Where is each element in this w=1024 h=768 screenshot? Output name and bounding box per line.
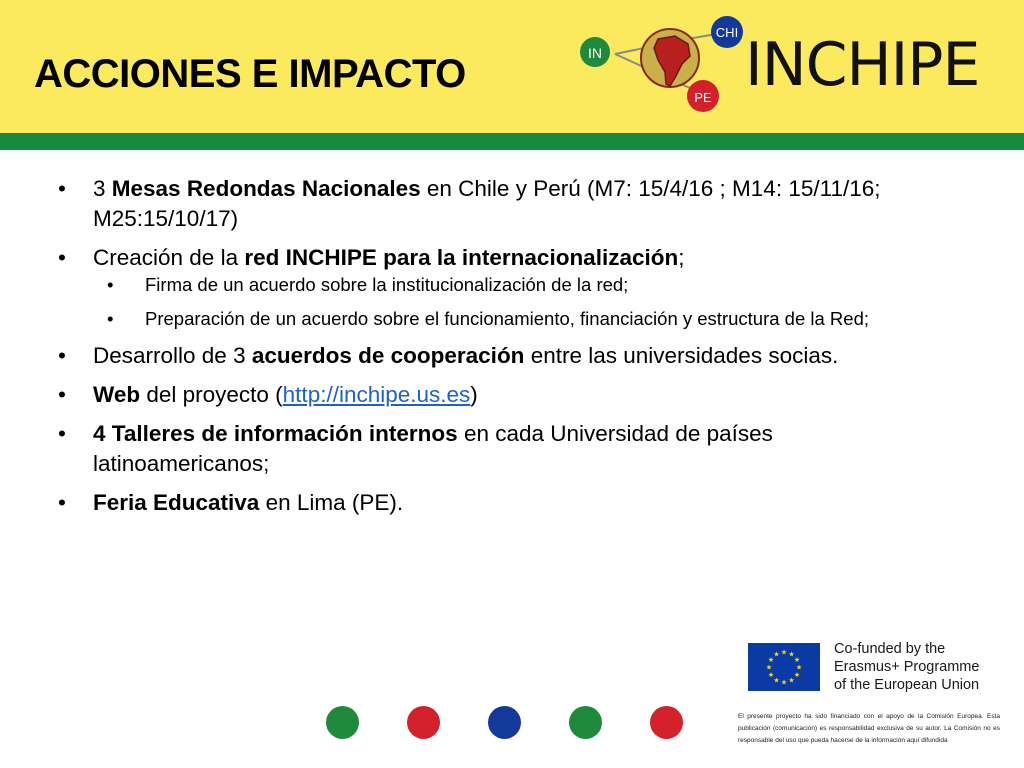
eu-line-3: of the European Union bbox=[834, 677, 980, 693]
eu-flag-icon bbox=[748, 643, 820, 691]
bullet-bold-text: 4 Talleres de información internos bbox=[93, 421, 458, 446]
bullet-list bbox=[58, 174, 938, 527]
bullet-item bbox=[58, 488, 938, 518]
bullet-item bbox=[58, 419, 938, 479]
eu-line-2: Erasmus+ Programme bbox=[834, 659, 980, 675]
bullet-dot: • bbox=[58, 490, 66, 515]
eu-disclaimer: El presente proyecto ha sido financiado con el apoyo de la Comisión Europea. Esta publicación (comunicación) es responsabilidad exclusiva de su autor. La Comisión no es responsable del uso que pueda hacerse de la información aquí difundida bbox=[738, 713, 1000, 744]
bullet-dot: • bbox=[58, 245, 66, 270]
bullet-bold-text: Feria Educativa bbox=[93, 490, 260, 515]
sub-bullet-item bbox=[58, 272, 938, 298]
sub-bullet-list bbox=[93, 272, 938, 332]
eu-star-icon: ★ bbox=[773, 651, 780, 659]
logo-node-chi-label: CHI bbox=[715, 25, 739, 40]
bullet-dot: • bbox=[58, 176, 66, 201]
bullet-text: en cada Universidad de países latinoamericanos; bbox=[93, 421, 773, 476]
bullet-text: entre las universidades socias. bbox=[524, 343, 839, 368]
eu-star-icon: ★ bbox=[788, 651, 795, 659]
bullet-text: ; bbox=[678, 245, 685, 270]
bullet-text: en Lima (PE). bbox=[259, 490, 404, 515]
decor-circle bbox=[407, 706, 440, 739]
logo-node-pe-label: PE bbox=[694, 90, 712, 105]
bullet-item bbox=[58, 243, 938, 332]
eu-star-icon: ★ bbox=[767, 657, 775, 664]
bullet-item bbox=[58, 341, 938, 371]
logo-node-in-label: IN bbox=[588, 45, 602, 61]
eu-star-icon: ★ bbox=[773, 677, 780, 685]
eu-star-icon: ★ bbox=[793, 672, 801, 679]
bullet-bold-text: Mesas Redondas Nacionales bbox=[111, 176, 421, 201]
eu-star-icon: ★ bbox=[788, 677, 795, 685]
bullet-bold-text: Web bbox=[93, 382, 141, 407]
eu-star-icon: ★ bbox=[795, 664, 803, 672]
eu-star-icon: ★ bbox=[793, 657, 801, 664]
page-title: ACCIONES E IMPACTO bbox=[34, 52, 466, 96]
sub-bullet-dot: • bbox=[107, 308, 114, 329]
decor-circle bbox=[650, 706, 683, 739]
eu-star-icon: ★ bbox=[765, 664, 773, 672]
bullet-bold-text: red INCHIPE para la internacionalización bbox=[244, 245, 679, 270]
logo-wordmark: INCHIPE bbox=[745, 30, 980, 100]
sub-bullet-dot: • bbox=[107, 274, 114, 295]
bullet-dot: • bbox=[58, 421, 66, 446]
sub-bullet-text: Preparación de un acuerdo sobre el funcionamiento, financiación y estructura de la Red; bbox=[145, 308, 869, 329]
bullet-text: del proyecto ( bbox=[140, 382, 283, 407]
bullet-item bbox=[58, 380, 938, 410]
bullet-text: Desarrollo de 3 bbox=[93, 343, 252, 368]
sub-bullet-text: Firma de un acuerdo sobre la institucionalización de la red; bbox=[145, 274, 629, 295]
decor-circle bbox=[326, 706, 359, 739]
bullet-text: 3 bbox=[93, 176, 112, 201]
bullet-dot: • bbox=[58, 343, 66, 368]
bullet-item bbox=[58, 174, 938, 234]
decorative-circles bbox=[326, 706, 686, 740]
decor-circle bbox=[488, 706, 521, 739]
bullet-text: Creación de la bbox=[93, 245, 245, 270]
eu-star-icon: ★ bbox=[767, 672, 775, 679]
eu-star-icon: ★ bbox=[780, 649, 788, 657]
eu-cofunded-text bbox=[834, 640, 979, 694]
sub-bullet-item bbox=[58, 306, 938, 332]
bullet-text: en Chile y Perú (M7: 15/4/16 ; M14: 15/11/16; M25:15/10/17) bbox=[93, 176, 881, 231]
eu-star-icon: ★ bbox=[780, 679, 788, 687]
bullet-text: ) bbox=[470, 382, 478, 407]
eu-line-1: Co-funded by the bbox=[834, 641, 946, 657]
decor-circle bbox=[569, 706, 602, 739]
project-web-link[interactable]: http://inchipe.us.es bbox=[282, 382, 471, 407]
header-green-band bbox=[0, 133, 1024, 150]
bullet-dot: • bbox=[58, 382, 66, 407]
bullet-bold-text: acuerdos de cooperación bbox=[251, 343, 525, 368]
